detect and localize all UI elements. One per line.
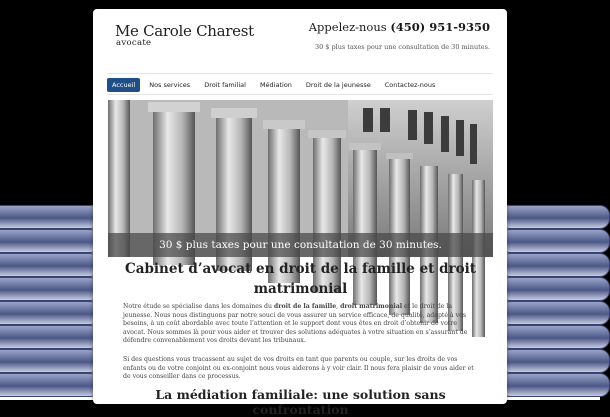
mediation-heading: La médiation familiale: une solution sans confrontation bbox=[155, 387, 446, 417]
hero-caption: 30 $ plus taxes pour une consultation de 30 minutes. bbox=[108, 233, 493, 257]
phone-number[interactable]: (450) 951-9350 bbox=[390, 20, 490, 34]
nav-item-nos-services[interactable]: Nos services bbox=[149, 81, 191, 89]
page-title: Cabinet d’avocat en droit de la famille et droit matrimonial bbox=[124, 261, 477, 297]
intro-text-2: , bbox=[336, 303, 341, 310]
nav-item-droit-familial[interactable]: Droit familial bbox=[204, 81, 246, 89]
intro-text-3: et le droit de la jeunesse. Nous nous distinguons par notre souci de vous assurer un service efficace, de qualité, adapté à vos besoins, à un coût abordable avec toute l’attention et le support dont vous êtes en droit d’obtenir de votre avocat. Nous sommes là pour vous aider et trouver des solutions adéquates à votre situation en s’assurant de défendre convenablement vos droits devant les tribunaux. bbox=[123, 303, 468, 345]
price-note: 30 $ plus taxes pour une consultation de 30 minutes. bbox=[314, 43, 490, 51]
intro-text-1: Notre étude se spécialise dans les domaines du bbox=[123, 303, 274, 310]
main-nav bbox=[107, 73, 493, 95]
page-container bbox=[93, 9, 507, 417]
nav-item-contactez-nous[interactable]: Contactez-nous bbox=[384, 81, 436, 89]
site-logo[interactable] bbox=[115, 22, 254, 48]
intro-bold-matrimonial-law: droit matrimonial bbox=[340, 303, 403, 310]
nav-item-droit-jeunesse[interactable]: Droit de la jeunesse bbox=[305, 81, 371, 89]
nav-item-mediation[interactable]: Médiation bbox=[259, 81, 292, 89]
hero-banner bbox=[108, 100, 493, 257]
nav-item-accueil[interactable]: Accueil bbox=[107, 78, 140, 92]
questions-paragraph: Si des questions vous tracassent au sujet de vos droits en tant que parents ou couple, sur les droits de vos enfants ou de votre conjoint ou ex-conjoint nous vous aiderons à y voir clair. Il nous fera plaisir de vous aider et de vous conseiller dans ce processus. bbox=[123, 356, 474, 381]
logo-name: Me Carole Charest bbox=[115, 22, 254, 40]
intro-bold-family-law: droit de la famille bbox=[273, 303, 337, 310]
book-stack-right bbox=[500, 205, 610, 400]
book-stack-left bbox=[0, 205, 100, 400]
logo-subtitle: avocate bbox=[116, 38, 152, 48]
phone-line bbox=[309, 20, 490, 34]
phone-label: Appelez-nous bbox=[308, 20, 387, 34]
intro-paragraph bbox=[123, 303, 478, 346]
